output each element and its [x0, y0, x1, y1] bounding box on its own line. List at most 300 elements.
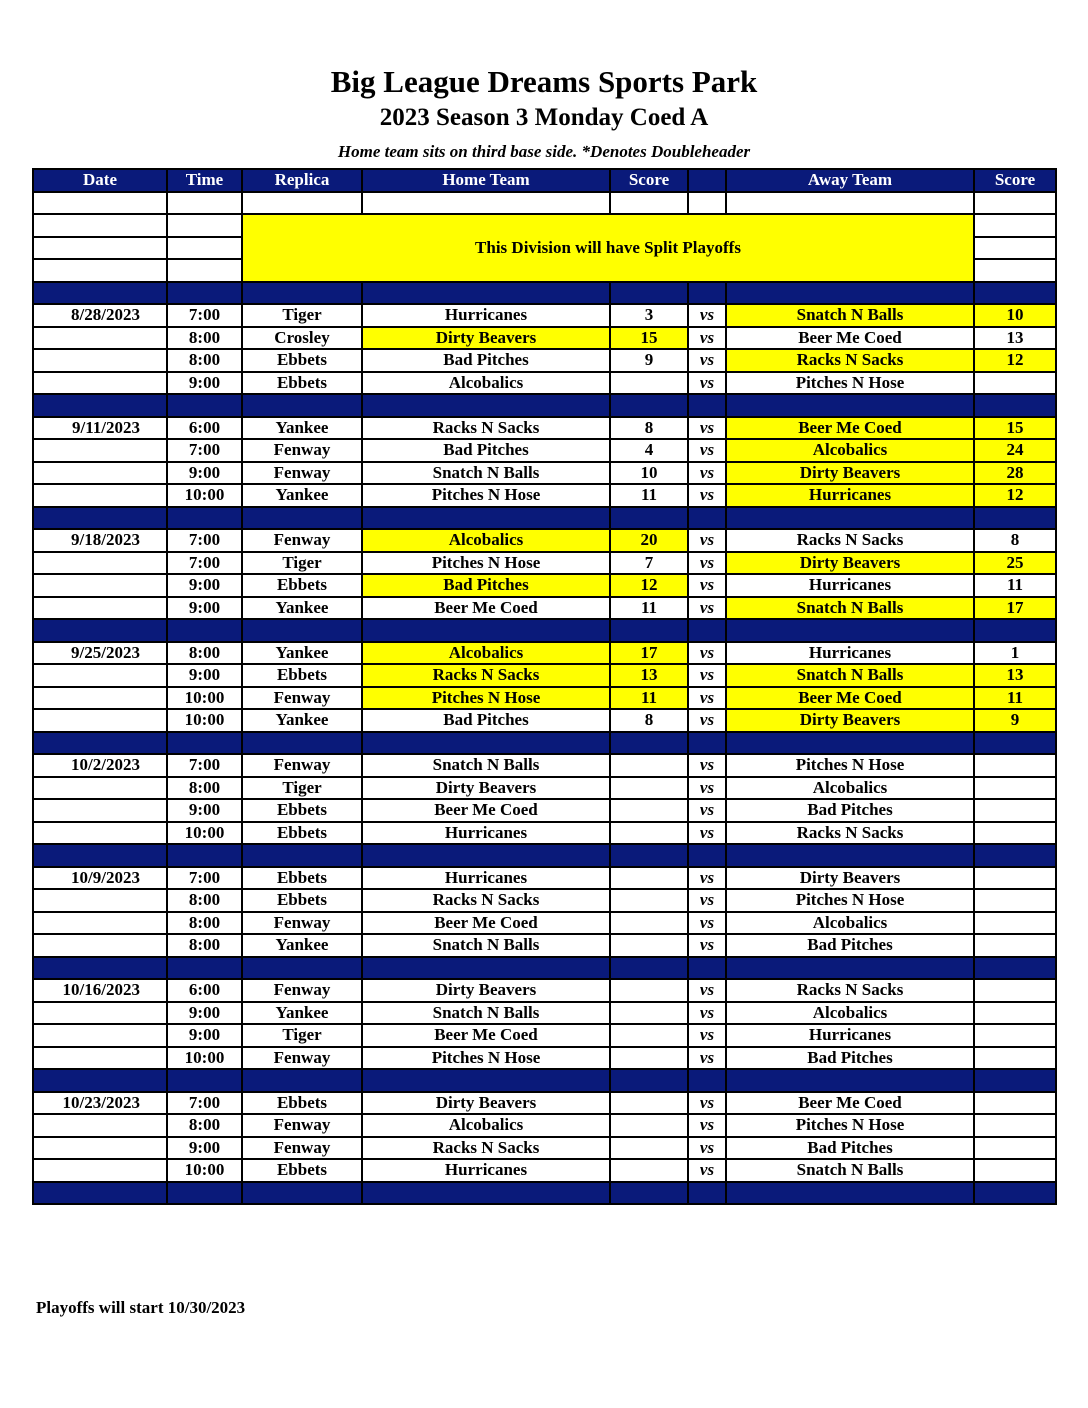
- game-field: Fenway: [242, 687, 362, 710]
- away-team: Bad Pitches: [726, 1047, 974, 1070]
- vs-label: vs: [688, 439, 726, 462]
- vs-label: vs: [688, 529, 726, 552]
- away-team: Pitches N Hose: [726, 372, 974, 395]
- game-field: Fenway: [242, 979, 362, 1002]
- game-time: 8:00: [167, 777, 242, 800]
- vs-label: vs: [688, 777, 726, 800]
- away-score: [974, 799, 1056, 822]
- away-score: [974, 912, 1056, 935]
- away-score: 11: [974, 574, 1056, 597]
- game-time: 7:00: [167, 1092, 242, 1115]
- game-date: [33, 484, 167, 507]
- game-row: [33, 372, 1056, 395]
- away-team: Snatch N Balls: [726, 597, 974, 620]
- vs-label: vs: [688, 822, 726, 845]
- game-date: 9/18/2023: [33, 529, 167, 552]
- home-score: [610, 777, 688, 800]
- away-team: Hurricanes: [726, 642, 974, 665]
- home-team: Pitches N Hose: [362, 484, 610, 507]
- game-time: 10:00: [167, 709, 242, 732]
- game-row: [33, 777, 1056, 800]
- home-team: Pitches N Hose: [362, 552, 610, 575]
- home-score: [610, 912, 688, 935]
- game-time: 7:00: [167, 439, 242, 462]
- week-separator: [33, 619, 1056, 642]
- home-score: [610, 799, 688, 822]
- page-subtitle: 2023 Season 3 Monday Coed A: [379, 104, 709, 131]
- blank-row: [33, 192, 1056, 215]
- game-time: 9:00: [167, 462, 242, 485]
- away-score: 1: [974, 642, 1056, 665]
- home-team: Snatch N Balls: [362, 1002, 610, 1025]
- game-field: Yankee: [242, 484, 362, 507]
- game-field: Fenway: [242, 439, 362, 462]
- game-time: 6:00: [167, 417, 242, 440]
- away-team: Racks N Sacks: [726, 529, 974, 552]
- away-team: Alcobalics: [726, 912, 974, 935]
- game-field: Crosley: [242, 327, 362, 350]
- game-row: [33, 484, 1056, 507]
- game-date: [33, 889, 167, 912]
- game-date: [33, 349, 167, 372]
- week-separator: [33, 282, 1056, 305]
- game-date: 10/16/2023: [33, 979, 167, 1002]
- vs-label: vs: [688, 372, 726, 395]
- home-team: Beer Me Coed: [362, 1024, 610, 1047]
- home-team: Bad Pitches: [362, 574, 610, 597]
- away-score: [974, 1159, 1056, 1182]
- home-score: [610, 1047, 688, 1070]
- home-team: Snatch N Balls: [362, 934, 610, 957]
- away-team: Snatch N Balls: [726, 664, 974, 687]
- game-row: [33, 664, 1056, 687]
- game-time: 10:00: [167, 687, 242, 710]
- home-score: [610, 867, 688, 890]
- game-date: [33, 709, 167, 732]
- vs-label: vs: [688, 462, 726, 485]
- game-date: [33, 1024, 167, 1047]
- vs-label: vs: [688, 664, 726, 687]
- away-team: Hurricanes: [726, 1024, 974, 1047]
- game-field: Yankee: [242, 709, 362, 732]
- home-score: 17: [610, 642, 688, 665]
- vs-label: vs: [688, 304, 726, 327]
- game-field: Fenway: [242, 462, 362, 485]
- home-team: Alcobalics: [362, 1114, 610, 1137]
- away-score: 25: [974, 552, 1056, 575]
- game-field: Fenway: [242, 1047, 362, 1070]
- away-score: [974, 867, 1056, 890]
- away-team: Beer Me Coed: [726, 1092, 974, 1115]
- week-separator: [33, 1182, 1056, 1205]
- game-date: [33, 372, 167, 395]
- home-team: Racks N Sacks: [362, 417, 610, 440]
- home-team: Beer Me Coed: [362, 597, 610, 620]
- game-time: 8:00: [167, 642, 242, 665]
- week-separator: [33, 1069, 1056, 1092]
- game-date: 9/11/2023: [33, 417, 167, 440]
- home-team: Racks N Sacks: [362, 1137, 610, 1160]
- vs-label: vs: [688, 574, 726, 597]
- game-time: 9:00: [167, 372, 242, 395]
- game-time: 9:00: [167, 1002, 242, 1025]
- game-row: [33, 822, 1056, 845]
- home-score: 4: [610, 439, 688, 462]
- game-row: [33, 867, 1056, 890]
- vs-label: vs: [688, 552, 726, 575]
- home-score: 3: [610, 304, 688, 327]
- game-row: [33, 304, 1056, 327]
- home-score: [610, 1114, 688, 1137]
- game-time: 10:00: [167, 484, 242, 507]
- away-score: 13: [974, 327, 1056, 350]
- game-field: Ebbets: [242, 889, 362, 912]
- col-header-away-score: Score: [974, 169, 1056, 192]
- home-team: Snatch N Balls: [362, 462, 610, 485]
- game-field: Ebbets: [242, 1159, 362, 1182]
- game-time: 8:00: [167, 327, 242, 350]
- home-team: Dirty Beavers: [362, 327, 610, 350]
- game-time: 7:00: [167, 754, 242, 777]
- away-score: 17: [974, 597, 1056, 620]
- page-title: Big League Dreams Sports Park: [330, 64, 758, 99]
- game-field: Tiger: [242, 777, 362, 800]
- schedule-body: [33, 192, 1056, 1205]
- away-score: 13: [974, 664, 1056, 687]
- away-score: 8: [974, 529, 1056, 552]
- game-date: [33, 1047, 167, 1070]
- home-team: Pitches N Hose: [362, 1047, 610, 1070]
- away-team: Dirty Beavers: [726, 552, 974, 575]
- game-date: 10/9/2023: [33, 867, 167, 890]
- game-field: Ebbets: [242, 822, 362, 845]
- away-team: Beer Me Coed: [726, 687, 974, 710]
- game-field: Ebbets: [242, 349, 362, 372]
- away-team: Racks N Sacks: [726, 822, 974, 845]
- game-time: 8:00: [167, 349, 242, 372]
- away-score: [974, 889, 1056, 912]
- game-date: [33, 687, 167, 710]
- game-row: [33, 889, 1056, 912]
- home-team: Dirty Beavers: [362, 1092, 610, 1115]
- home-team: Pitches N Hose: [362, 687, 610, 710]
- away-score: [974, 1092, 1056, 1115]
- away-team: Dirty Beavers: [726, 462, 974, 485]
- game-field: Yankee: [242, 417, 362, 440]
- col-header-away-team: Away Team: [726, 169, 974, 192]
- week-separator: [33, 394, 1056, 417]
- table-header-row: [33, 169, 1056, 192]
- game-time: 7:00: [167, 304, 242, 327]
- game-date: [33, 552, 167, 575]
- game-time: 6:00: [167, 979, 242, 1002]
- game-row: [33, 462, 1056, 485]
- game-time: 7:00: [167, 529, 242, 552]
- game-row: [33, 1159, 1056, 1182]
- home-score: [610, 1002, 688, 1025]
- home-score: 20: [610, 529, 688, 552]
- home-score: 13: [610, 664, 688, 687]
- away-team: Snatch N Balls: [726, 1159, 974, 1182]
- home-score: 12: [610, 574, 688, 597]
- game-date: [33, 912, 167, 935]
- game-time: 10:00: [167, 822, 242, 845]
- away-score: 10: [974, 304, 1056, 327]
- game-row: [33, 1024, 1056, 1047]
- home-score: 8: [610, 417, 688, 440]
- game-row: [33, 1092, 1056, 1115]
- away-team: Pitches N Hose: [726, 889, 974, 912]
- away-team: Racks N Sacks: [726, 979, 974, 1002]
- game-field: Ebbets: [242, 1092, 362, 1115]
- away-score: [974, 1047, 1056, 1070]
- col-header-date: Date: [33, 169, 167, 192]
- vs-label: vs: [688, 1114, 726, 1137]
- game-row: [33, 327, 1056, 350]
- game-time: 9:00: [167, 574, 242, 597]
- away-score: 24: [974, 439, 1056, 462]
- game-date: [33, 1159, 167, 1182]
- home-score: 11: [610, 687, 688, 710]
- home-score: [610, 1159, 688, 1182]
- game-field: Ebbets: [242, 867, 362, 890]
- vs-label: vs: [688, 417, 726, 440]
- game-date: 10/2/2023: [33, 754, 167, 777]
- home-score: 11: [610, 484, 688, 507]
- game-field: Ebbets: [242, 574, 362, 597]
- game-field: Ebbets: [242, 799, 362, 822]
- home-team: Hurricanes: [362, 822, 610, 845]
- game-row: [33, 597, 1056, 620]
- away-score: 12: [974, 484, 1056, 507]
- game-field: Yankee: [242, 642, 362, 665]
- home-team: Dirty Beavers: [362, 979, 610, 1002]
- game-date: 9/25/2023: [33, 642, 167, 665]
- game-date: [33, 327, 167, 350]
- game-date: [33, 799, 167, 822]
- week-separator: [33, 844, 1056, 867]
- vs-label: vs: [688, 889, 726, 912]
- game-row: [33, 417, 1056, 440]
- game-date: [33, 439, 167, 462]
- game-row: [33, 687, 1056, 710]
- game-field: Ebbets: [242, 372, 362, 395]
- home-team: Racks N Sacks: [362, 664, 610, 687]
- game-row: [33, 439, 1056, 462]
- game-time: 9:00: [167, 1024, 242, 1047]
- game-date: 10/23/2023: [33, 1092, 167, 1115]
- home-team: Beer Me Coed: [362, 799, 610, 822]
- vs-label: vs: [688, 754, 726, 777]
- away-team: Bad Pitches: [726, 799, 974, 822]
- home-team: Bad Pitches: [362, 439, 610, 462]
- game-date: [33, 822, 167, 845]
- vs-label: vs: [688, 687, 726, 710]
- home-team: Hurricanes: [362, 867, 610, 890]
- game-field: Yankee: [242, 597, 362, 620]
- game-field: Fenway: [242, 912, 362, 935]
- away-score: 9: [974, 709, 1056, 732]
- vs-label: vs: [688, 799, 726, 822]
- game-row: [33, 1114, 1056, 1137]
- home-team: Alcobalics: [362, 642, 610, 665]
- vs-label: vs: [688, 867, 726, 890]
- away-team: Pitches N Hose: [726, 1114, 974, 1137]
- away-team: Dirty Beavers: [726, 867, 974, 890]
- home-team: Alcobalics: [362, 529, 610, 552]
- game-row: [33, 934, 1056, 957]
- home-score: 9: [610, 349, 688, 372]
- game-row: [33, 574, 1056, 597]
- week-separator: [33, 732, 1056, 755]
- away-score: [974, 934, 1056, 957]
- home-score: [610, 754, 688, 777]
- game-field: Ebbets: [242, 664, 362, 687]
- away-team: Snatch N Balls: [726, 304, 974, 327]
- col-header-home-team: Home Team: [362, 169, 610, 192]
- col-header-vs: [688, 169, 726, 192]
- game-row: [33, 642, 1056, 665]
- schedule-table: [32, 168, 1057, 1205]
- home-team: Hurricanes: [362, 304, 610, 327]
- home-score: 15: [610, 327, 688, 350]
- game-date: [33, 664, 167, 687]
- away-score: [974, 1114, 1056, 1137]
- week-separator: [33, 957, 1056, 980]
- game-time: 8:00: [167, 1114, 242, 1137]
- home-team: Beer Me Coed: [362, 912, 610, 935]
- vs-label: vs: [688, 642, 726, 665]
- home-team: Bad Pitches: [362, 709, 610, 732]
- vs-label: vs: [688, 1047, 726, 1070]
- game-field: Fenway: [242, 1137, 362, 1160]
- game-field: Yankee: [242, 1002, 362, 1025]
- game-time: 7:00: [167, 867, 242, 890]
- game-row: [33, 709, 1056, 732]
- away-score: [974, 1002, 1056, 1025]
- game-field: Fenway: [242, 754, 362, 777]
- home-team: Dirty Beavers: [362, 777, 610, 800]
- home-team: Snatch N Balls: [362, 754, 610, 777]
- away-team: Dirty Beavers: [726, 709, 974, 732]
- home-score: [610, 372, 688, 395]
- vs-label: vs: [688, 1092, 726, 1115]
- week-separator: [33, 507, 1056, 530]
- home-team: Racks N Sacks: [362, 889, 610, 912]
- vs-label: vs: [688, 709, 726, 732]
- home-team: Alcobalics: [362, 372, 610, 395]
- game-time: 8:00: [167, 889, 242, 912]
- home-score: [610, 1092, 688, 1115]
- home-score: 11: [610, 597, 688, 620]
- game-row: [33, 1047, 1056, 1070]
- home-score: [610, 979, 688, 1002]
- away-team: Pitches N Hose: [726, 754, 974, 777]
- vs-label: vs: [688, 327, 726, 350]
- game-time: 9:00: [167, 597, 242, 620]
- away-team: Alcobalics: [726, 1002, 974, 1025]
- vs-label: vs: [688, 597, 726, 620]
- game-row: [33, 912, 1056, 935]
- away-score: 28: [974, 462, 1056, 485]
- game-row: [33, 754, 1056, 777]
- col-header-replica: Replica: [242, 169, 362, 192]
- game-row: [33, 979, 1056, 1002]
- vs-label: vs: [688, 1024, 726, 1047]
- game-field: Tiger: [242, 304, 362, 327]
- game-row: [33, 1137, 1056, 1160]
- home-score: [610, 1024, 688, 1047]
- away-team: Hurricanes: [726, 484, 974, 507]
- col-header-home-score: Score: [610, 169, 688, 192]
- game-field: Fenway: [242, 1114, 362, 1137]
- game-time: 10:00: [167, 1047, 242, 1070]
- game-row: [33, 349, 1056, 372]
- vs-label: vs: [688, 1137, 726, 1160]
- vs-label: vs: [688, 912, 726, 935]
- home-score: 10: [610, 462, 688, 485]
- page-note: Home team sits on third base side. *Denotes Doubleheader: [337, 142, 751, 161]
- game-row: [33, 1002, 1056, 1025]
- away-score: 15: [974, 417, 1056, 440]
- game-field: Yankee: [242, 934, 362, 957]
- split-playoffs-banner: This Division will have Split Playoffs: [242, 214, 974, 282]
- game-date: [33, 462, 167, 485]
- game-field: Fenway: [242, 529, 362, 552]
- game-time: 9:00: [167, 799, 242, 822]
- away-team: Beer Me Coed: [726, 417, 974, 440]
- away-team: Hurricanes: [726, 574, 974, 597]
- away-score: 11: [974, 687, 1056, 710]
- away-score: [974, 979, 1056, 1002]
- away-score: [974, 822, 1056, 845]
- game-row: [33, 552, 1056, 575]
- game-date: [33, 574, 167, 597]
- away-team: Alcobalics: [726, 777, 974, 800]
- away-score: [974, 777, 1056, 800]
- playoffs-note: Playoffs will start 10/30/2023: [36, 1298, 246, 1317]
- home-team: Bad Pitches: [362, 349, 610, 372]
- game-date: [33, 934, 167, 957]
- vs-label: vs: [688, 484, 726, 507]
- away-team: Bad Pitches: [726, 1137, 974, 1160]
- game-date: 8/28/2023: [33, 304, 167, 327]
- game-date: [33, 1137, 167, 1160]
- game-time: 8:00: [167, 934, 242, 957]
- home-score: 8: [610, 709, 688, 732]
- col-header-time: Time: [167, 169, 242, 192]
- home-score: [610, 889, 688, 912]
- home-team: Hurricanes: [362, 1159, 610, 1182]
- game-row: [33, 799, 1056, 822]
- game-time: 10:00: [167, 1159, 242, 1182]
- away-score: [974, 1024, 1056, 1047]
- away-team: Beer Me Coed: [726, 327, 974, 350]
- vs-label: vs: [688, 1002, 726, 1025]
- game-row: [33, 529, 1056, 552]
- vs-label: vs: [688, 349, 726, 372]
- game-date: [33, 1114, 167, 1137]
- away-score: [974, 754, 1056, 777]
- away-score: [974, 1137, 1056, 1160]
- away-team: Alcobalics: [726, 439, 974, 462]
- game-time: 9:00: [167, 1137, 242, 1160]
- game-time: 8:00: [167, 912, 242, 935]
- home-score: [610, 822, 688, 845]
- home-score: [610, 1137, 688, 1160]
- game-time: 9:00: [167, 664, 242, 687]
- game-time: 7:00: [167, 552, 242, 575]
